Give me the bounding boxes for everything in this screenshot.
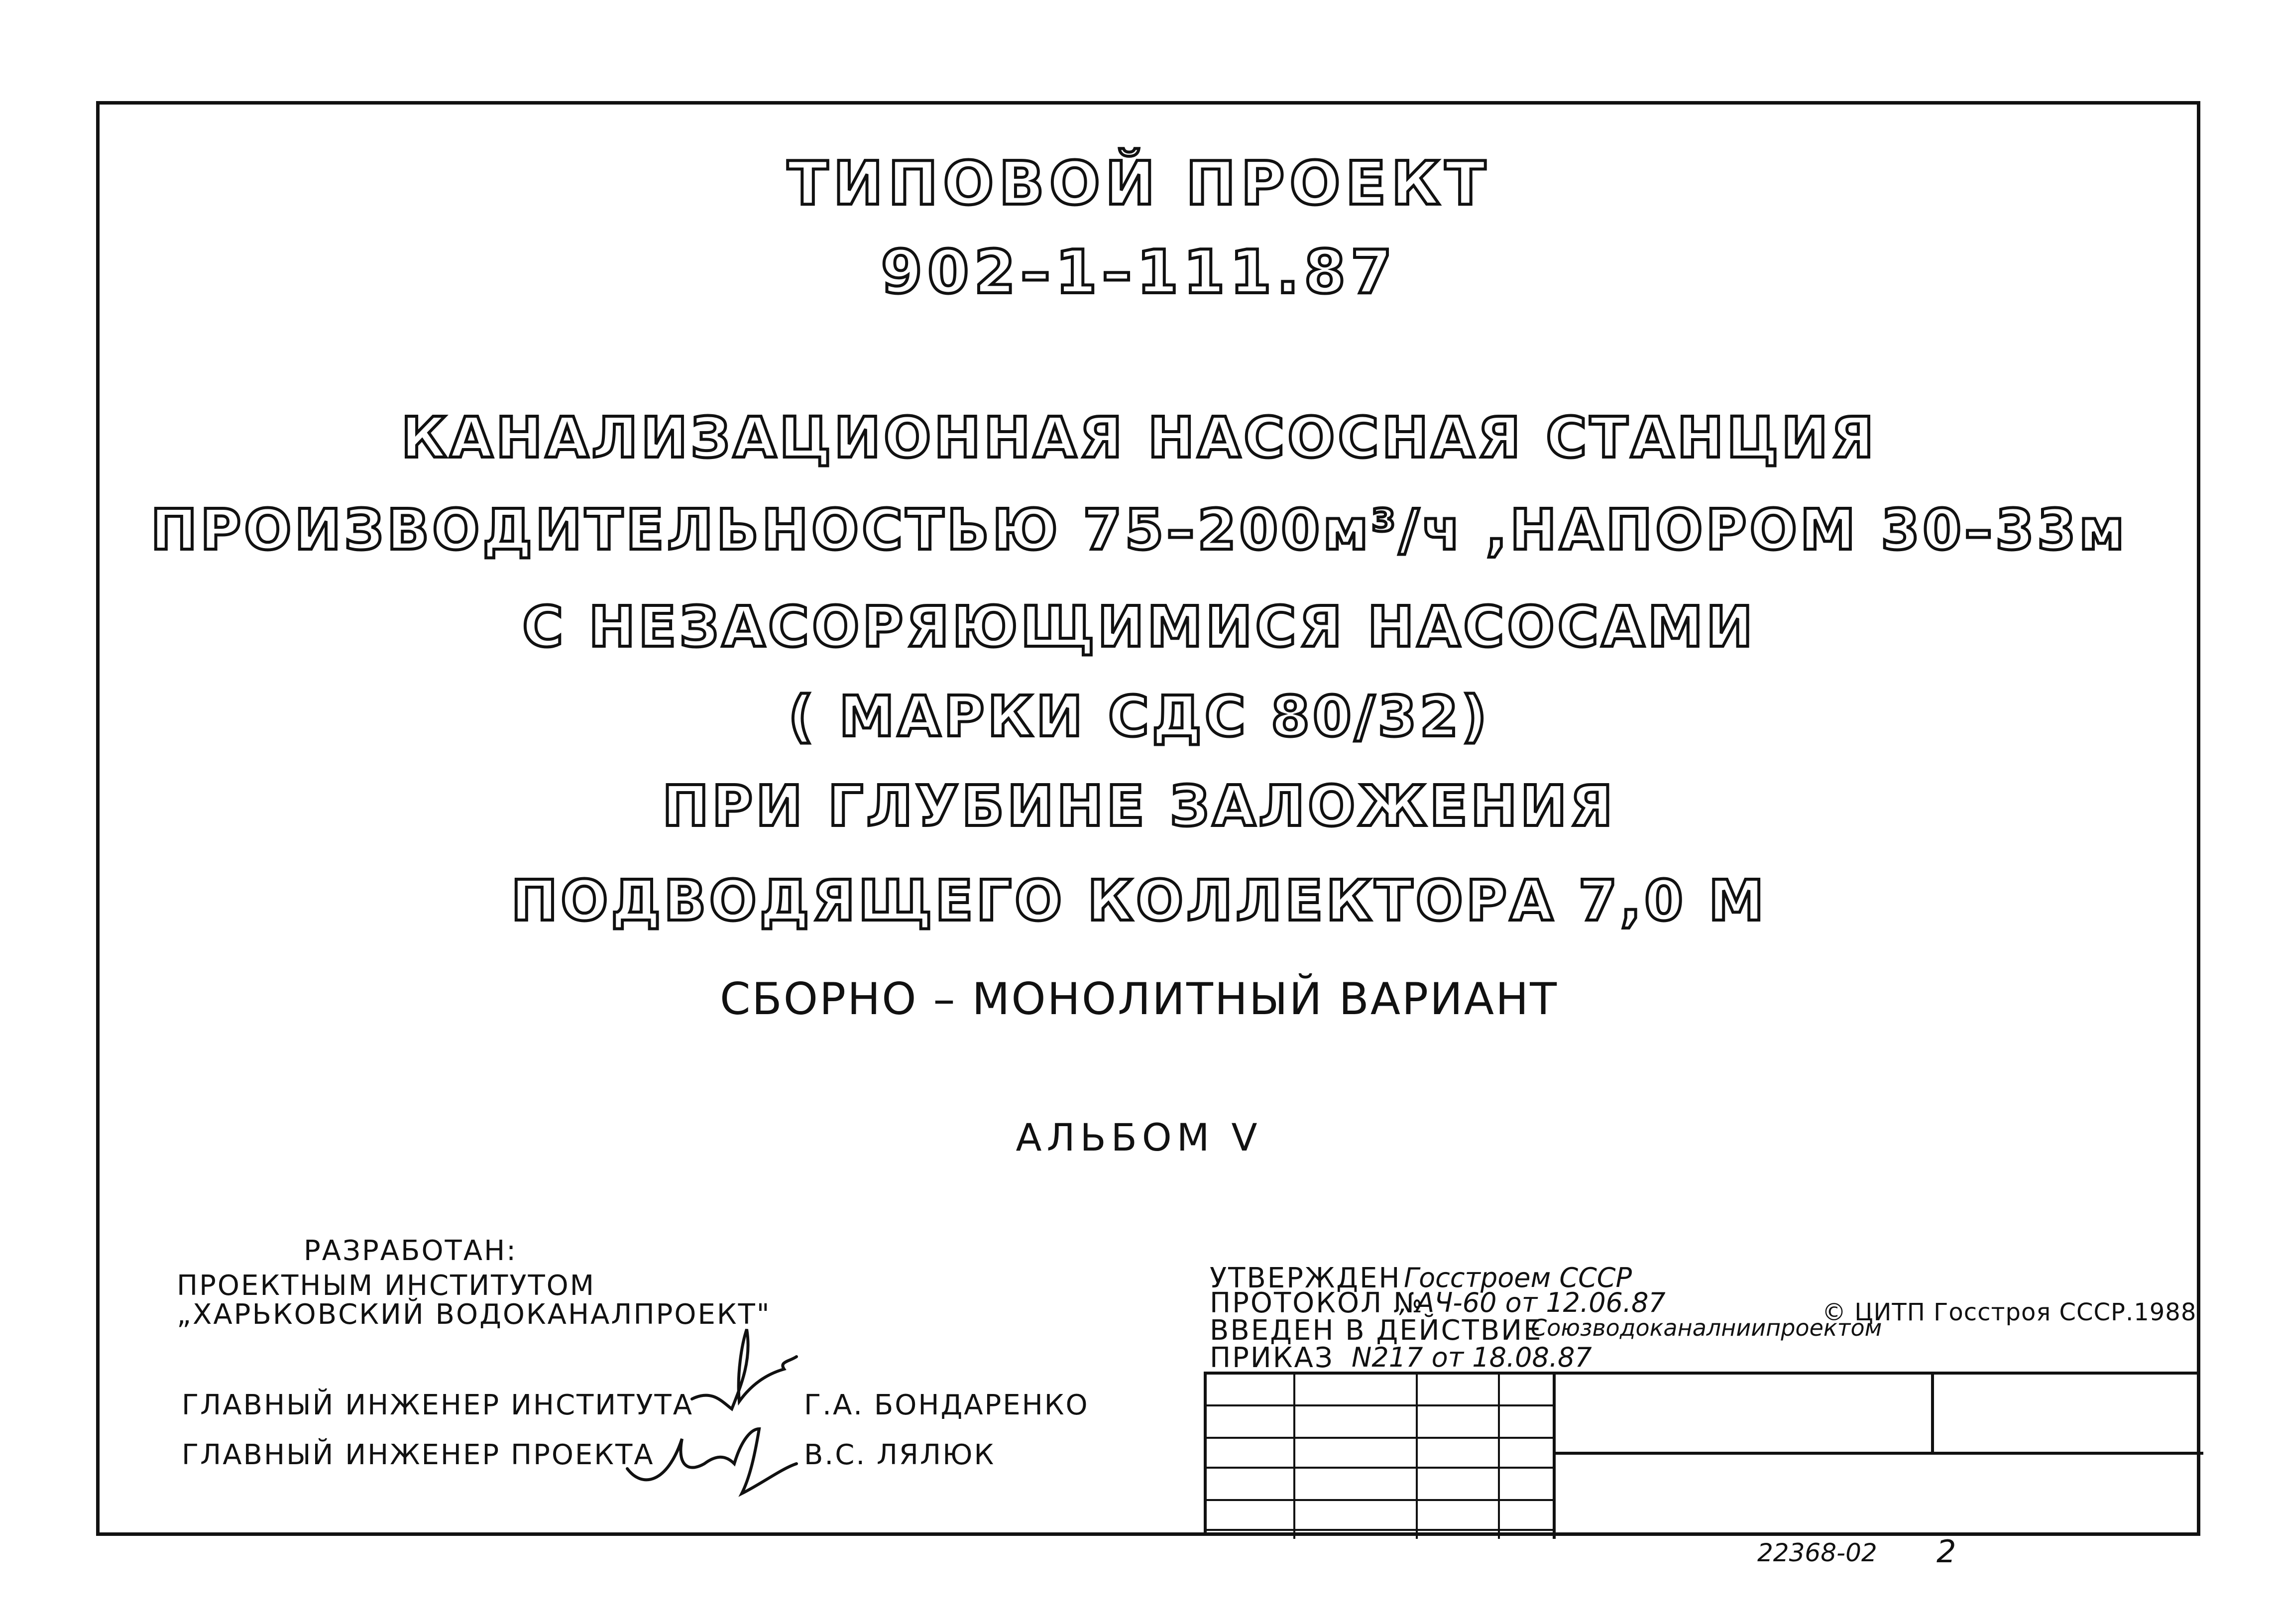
chief-engineer-project-role: ГЛАВНЫЙ ИНЖЕНЕР ПРОЕКТА [182, 1439, 655, 1471]
title-block-grid [1204, 1372, 2200, 1536]
construction-variant: СБОРНО – МОНОЛИТНЫЙ ВАРИАНТ [719, 973, 1559, 1025]
subject-line-4: ( МАРКИ СДС 80/32) [788, 685, 1490, 749]
copyright-notice: © ЦИТП Госстроя СССР.1988 [1822, 1298, 2197, 1326]
project-number: 902–1–111.87 [881, 238, 1397, 307]
approved-label: УТВЕРЖДЕН [1210, 1262, 1401, 1294]
subject-line-2: ПРОИЗВОДИТЕЛЬНОСТЬЮ 75–200м³/ч ,НАПОРОМ 30–33м [150, 498, 2128, 563]
subject-line-5: ПРИ ГЛУБИНЕ ЗАЛОЖЕНИЯ [662, 774, 1616, 839]
order-label: ПРИКАЗ [1210, 1342, 1334, 1374]
order-value: N217 от 18.08.87 [1352, 1342, 1592, 1373]
sheet-number: 22368-02 [1757, 1538, 1877, 1567]
subject-line-3: С НЕЗАСОРЯЮЩИМИСЯ НАСОСАМИ [522, 595, 1756, 660]
protocol-value: , АЧ-60 от 12.06.87 [1399, 1287, 1666, 1318]
protocol-label: ПРОТОКОЛ № [1210, 1287, 1424, 1319]
enacted-label: ВВЕДЕН В ДЕЙСТВИЕ [1210, 1314, 1543, 1347]
signature-lyalyuk [622, 1409, 801, 1508]
developer-line-1: ПРОЕКТНЫМ ИНСТИТУТОМ [177, 1270, 596, 1302]
page-number: 2 [1936, 1533, 1956, 1570]
subject-line-6: ПОДВОДЯЩЕГО КОЛЛЕКТОРА 7,0 М [511, 869, 1767, 933]
enacted-by: Союзводоканалниипроектом [1531, 1314, 1882, 1341]
developer-heading: РАЗРАБОТАН: [304, 1235, 518, 1267]
developer-line-2: „ХАРЬКОВСКИЙ ВОДОКАНАЛПРОЕКТ" [177, 1298, 771, 1331]
chief-engineer-institute-name: Г.А. БОНДАРЕНКО [804, 1389, 1089, 1421]
subject-line-1: КАНАЛИЗАЦИОННАЯ НАСОСНАЯ СТАНЦИЯ [401, 406, 1877, 470]
approved-by: Госстроем СССР [1404, 1262, 1632, 1293]
project-type-title: ТИПОВОЙ ПРОЕКТ [787, 149, 1491, 219]
chief-engineer-project-name: В.С. ЛЯЛЮК [804, 1439, 996, 1471]
chief-engineer-institute-role: ГЛАВНЫЙ ИНЖЕНЕР ИНСТИТУТА [182, 1389, 694, 1421]
album-label: АЛЬБОМ V [1016, 1115, 1262, 1160]
